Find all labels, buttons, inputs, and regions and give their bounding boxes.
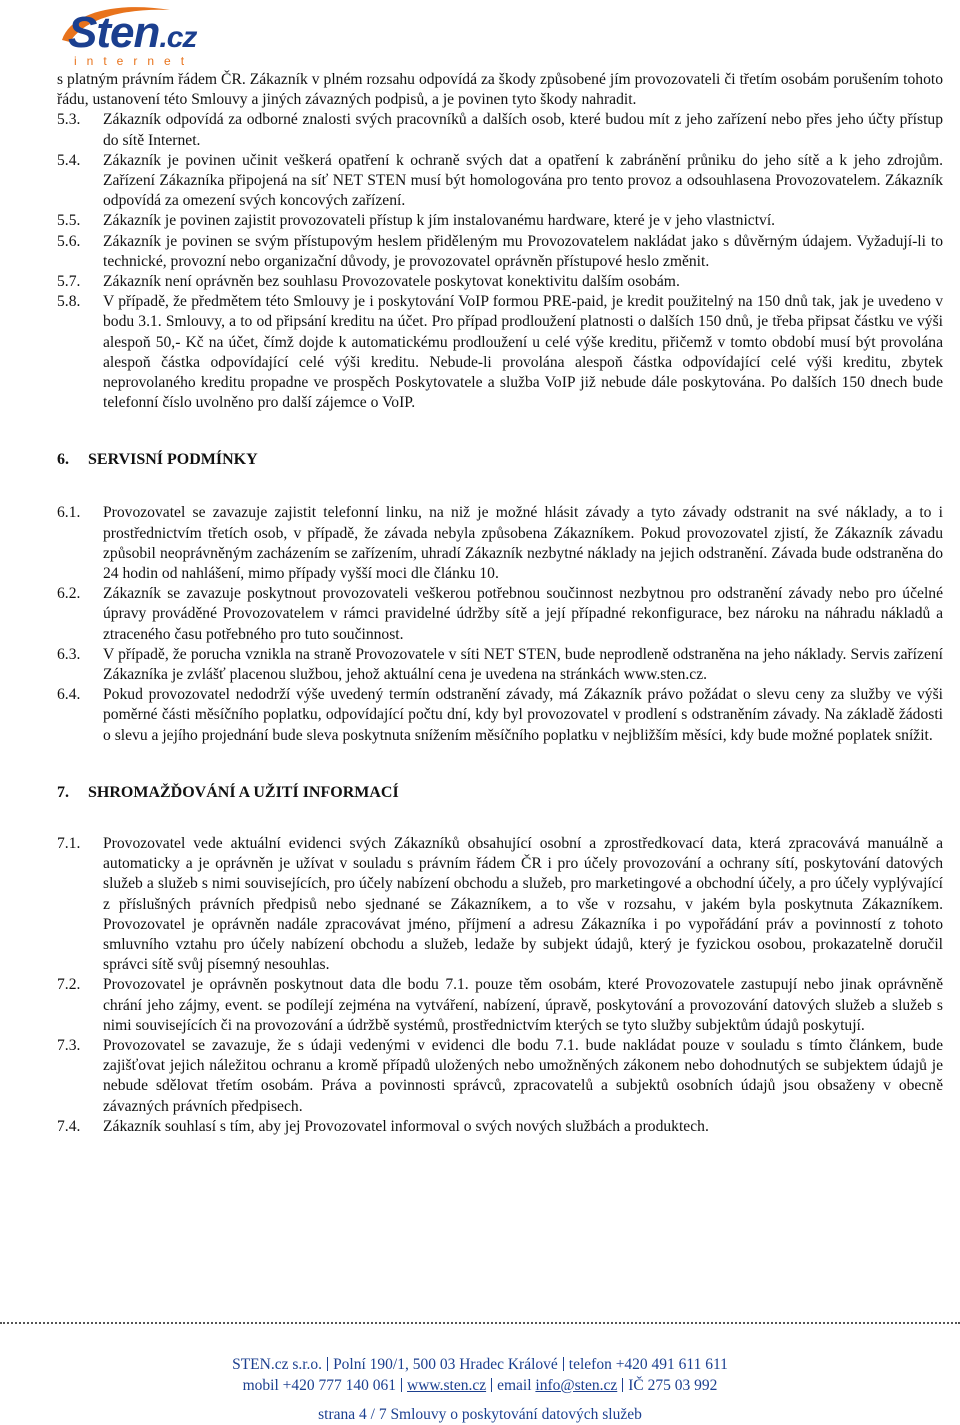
clause-number: 5.3. [57,111,81,129]
footer-separator [401,1378,402,1392]
section-5-items [57,110,943,413]
clause-number: 6.1. [57,504,81,522]
section-title: SERVISNÍ PODMÍNKY [88,451,258,469]
section-6-items [57,503,943,745]
section-6-heading [57,449,943,471]
clause [57,1117,943,1137]
section-title: SHROMAŽĎOVÁNÍ A UŽITÍ INFORMACÍ [88,783,399,801]
footer-email-label: email [497,1377,532,1394]
logo-subtitle: internet [74,54,195,68]
document-body [57,70,943,1137]
clause [57,292,943,413]
clause-number: 7.4. [57,1117,81,1135]
clause-number: 5.5. [57,212,81,230]
clause [57,151,943,212]
clause [57,834,943,975]
footer-separator [563,1357,564,1371]
clause-number: 7.1. [57,834,81,852]
clause-text: Pokud provozovatel nedodrží výše uvedený termín odstranění závady, má Zákazník právo požádat o slevu ceny za služby ve výši poměrné části měsíčního poplatku, odpovídající počtu dní, kdy byl provozovatel v prodlení s odstraněním závady. Na základě žádosti o slevu a jejího projednání bude sleva poskytnuta snížením měsíčního poplatku v nejbližším měsíci, kdy bude možné poplatek snížit. [103,686,943,744]
footer-line-2 [0,1375,960,1396]
clause-text: Zákazník souhlasí s tím, aby jej Provozovatel informoval o svých nových službách a produktech. [103,1117,709,1135]
clause-text: V případě, že předmětem této Smlouvy je i poskytování VoIP formou PRE-paid, je kredit použitelný na 150 dnů tak, jak je uvedeno v bodu 3.1. Smlouvy, a to od připsání kreditu na účet. Pro případ prodloužení platnosti o dalších 150 dnů, je třeba připsat částku ve výši alespoň 50,- Kč na účet, čímž dojde k automatickému prodloužení u celé výše kreditu, přičemž v tomto období musí být provolána alespoň částka odpovídající celé výši kreditu. Nebude-li provolána alespoň částka odpovídající celé výši kreditu, zbytek neprovolaného kreditu propadne ve prospěch Poskytovatele a služba VoIP již nebude dále poskytována. Po dalších 150 dnech bude telefonní číslo uvolněno pro další zájemce o VoIP. [103,293,943,412]
clause-number: 6.4. [57,686,81,704]
section-7-items [57,834,943,1137]
footer-separator [327,1357,328,1371]
clause-text: Provozovatel se zavazuje zajistit telefonní linku, na niž je možné hlásit závady a tyto závady odstranit na své náklady, a to i prostřednictvím třetích osob, v případě, že závada nebyla způsobena Zákazníkem. Pokud provozovatel zjistí, že Zákazník závadu způsobil neoprávněným zacházením se zařízením, uhradí Zákazník nezbytné náklady na jejich odstranění. Závada bude odstraněna do 24 hodin od nahlášení, mimo případy vyšší moci dle článku 10. [103,504,943,583]
clause-text: V případě, že porucha vznikla na straně Provozovatele v síti NET STEN, bude neprodleně odstraněna na jeho náklady. Servis zařízení Zákazníka je zvlášť placenou službou, jehož aktuální cena je uvedena na stránkách www.sten.cz. [103,645,943,684]
clause [57,110,943,150]
footer-divider [0,1322,960,1324]
logo-wordmark: Sten.cz [68,8,197,57]
clause [57,1036,943,1117]
section-number: 7. [57,783,69,801]
footer-company: STEN.cz s.r.o. [232,1356,323,1373]
clause-text: Zákazník je povinen zajistit provozovateli přístup k jím instalovanému hardware, které je v jeho vlastnictví. [103,212,776,230]
clause-text: Zákazník odpovídá za odborné znalosti svých pracovníků a dalších osob, které budou mít z jeho zařízení nebo přes jeho účty přístup do sítě Internet. [103,111,943,149]
footer-page-info: strana 4 / 7 Smlouvy o poskytování datových služeb [318,1406,642,1423]
clause-number: 5.6. [57,232,81,250]
intro-paragraph: s platným právním řádem ČR. Zákazník v plném rozsahu odpovídá za škody způsobené jím provozovateli či třetím osobám porušením tohoto řádu, ustanovení této Smlouvy a jiných závazných podpisů, a je povinen tyto škody nahradit. [57,71,943,109]
clause-text: Provozovatel se zavazuje, že s údaji vedenými v evidenci dle bodu 7.1. bude nakládat pouze v souladu s tímto článkem, bude zajišťovat jejich náležitou ochranu a kromě případů uložených nebo umožněných zákonem nebo dohodnutých se subjektem údajů je nebude sdělovat třetím osobám. Práva a povinnosti správců, zpracovatelů a subjektů osobních údajů jsou obsaženy v obecně závazných právních předpisech. [103,1036,943,1115]
clause-number: 5.7. [57,273,81,291]
clause [57,232,943,272]
clause [57,685,943,746]
clause [57,645,943,685]
footer-ico: IČ 275 03 992 [628,1377,718,1394]
clause-text: Provozovatel je oprávněn poskytnout data dle bodu 7.1. pouze těm osobám, které Provozovatele zastupují nebo jinak oprávněně chrání jeho zájmy, event. se podílejí zejména na vytváření, nabízení, úpravě, poskytování a provozování datových služeb a služeb s nimi souvisejících či na provozování a údržbě systémů, prostřednictvím kterých se tyto služby subjektům údajů poskytují. [103,976,943,1034]
clause-number: 5.4. [57,151,81,169]
footer-email-link[interactable]: info@sten.cz [535,1377,618,1394]
clause-text: Zákazník se zavazuje poskytnout provozovateli veškerou potřebnou součinnost nezbytnou pro odstranění závady nebo pro účelné úpravy prováděné Provozovatelem v rámci pravidelné údržby sítě a její případné rekonfigurace, bez nároku na náhradu nákladů a ztraceného času potřebného pro tuto součinnost. [103,585,943,643]
clause-number: 7.3. [57,1036,81,1054]
clause [57,975,943,1036]
footer-line-1 [0,1354,960,1375]
clause-number: 6.3. [57,645,81,663]
clause-text: Zákazník není oprávněn bez souhlasu Provozovatele poskytovat konektivitu dalším osobám. [103,273,680,291]
clause-text: Zákazník je povinen se svým přístupovým heslem přiděleným mu Provozovatelem nakládat jako s důvěrným údajem. Vyžadují-li to technické, provozní nebo organizační důvody, je provozovatel oprávněn přístupové heslo změnit. [103,232,943,270]
page-footer [0,1354,960,1425]
clause-number: 7.2. [57,976,81,994]
footer-web-link[interactable]: www.sten.cz [407,1377,487,1394]
footer-separator [622,1378,623,1392]
clause-text: Zákazník je povinen učinit veškerá opatření k ochraně svých dat a opatření k zabránění průniku do jeho sítě a k jeho zdrojům. Zařízení Zákazníka připojená na síť NET STEN musí být homologována pro tento provoz a odsouhlasena Provozovatelem. Zákazník odpovídá za omezení svých koncových zařízení. [103,151,943,210]
clause [57,503,943,584]
section-7-heading [57,782,943,804]
section-number: 6. [57,451,69,469]
footer-address: Polní 190/1, 500 03 Hradec Králové [333,1356,558,1373]
footer-phone: telefon +420 491 611 611 [568,1356,728,1373]
clause [57,272,943,292]
clause [57,211,943,231]
clause-text: Provozovatel vede aktuální evidenci svých Zákazníků obsahující osobní a zprostředkovací data, která zpracovává manuálně a automaticky a je oprávněn je užívat v souladu s právním řádem ČR i pro účely provozování a ochrany sítí, poskytování datových služeb a služeb s nimi souvisejících, pro účely nabízení obchodu a služeb, pro marketingové a obchodní účely, a pro účely vyplývající z příslušných právních předpisů nebo sjednané se Zákazníkem, a to vše v rozsahu, v jakém byla poskytnuta Zákazníkem. Provozovatel je oprávněn nadále zpracovávat jméno, příjmení a adresu Zákazníka i po vypořádání práv a povinností z tohoto smluvního vztahu pro účely nabízení obchodu a služeb, ledaže by subjekt údajů, který je fyzickou osobou, prokazatelně doručil správci sítě svůj písemný nesouhlas. [103,834,943,974]
company-logo [52,2,212,68]
clause-number: 5.8. [57,293,81,311]
clause [57,584,943,645]
footer-separator [491,1378,492,1392]
clause-number: 6.2. [57,585,81,603]
footer-mobile: mobil +420 777 140 061 [242,1377,397,1394]
